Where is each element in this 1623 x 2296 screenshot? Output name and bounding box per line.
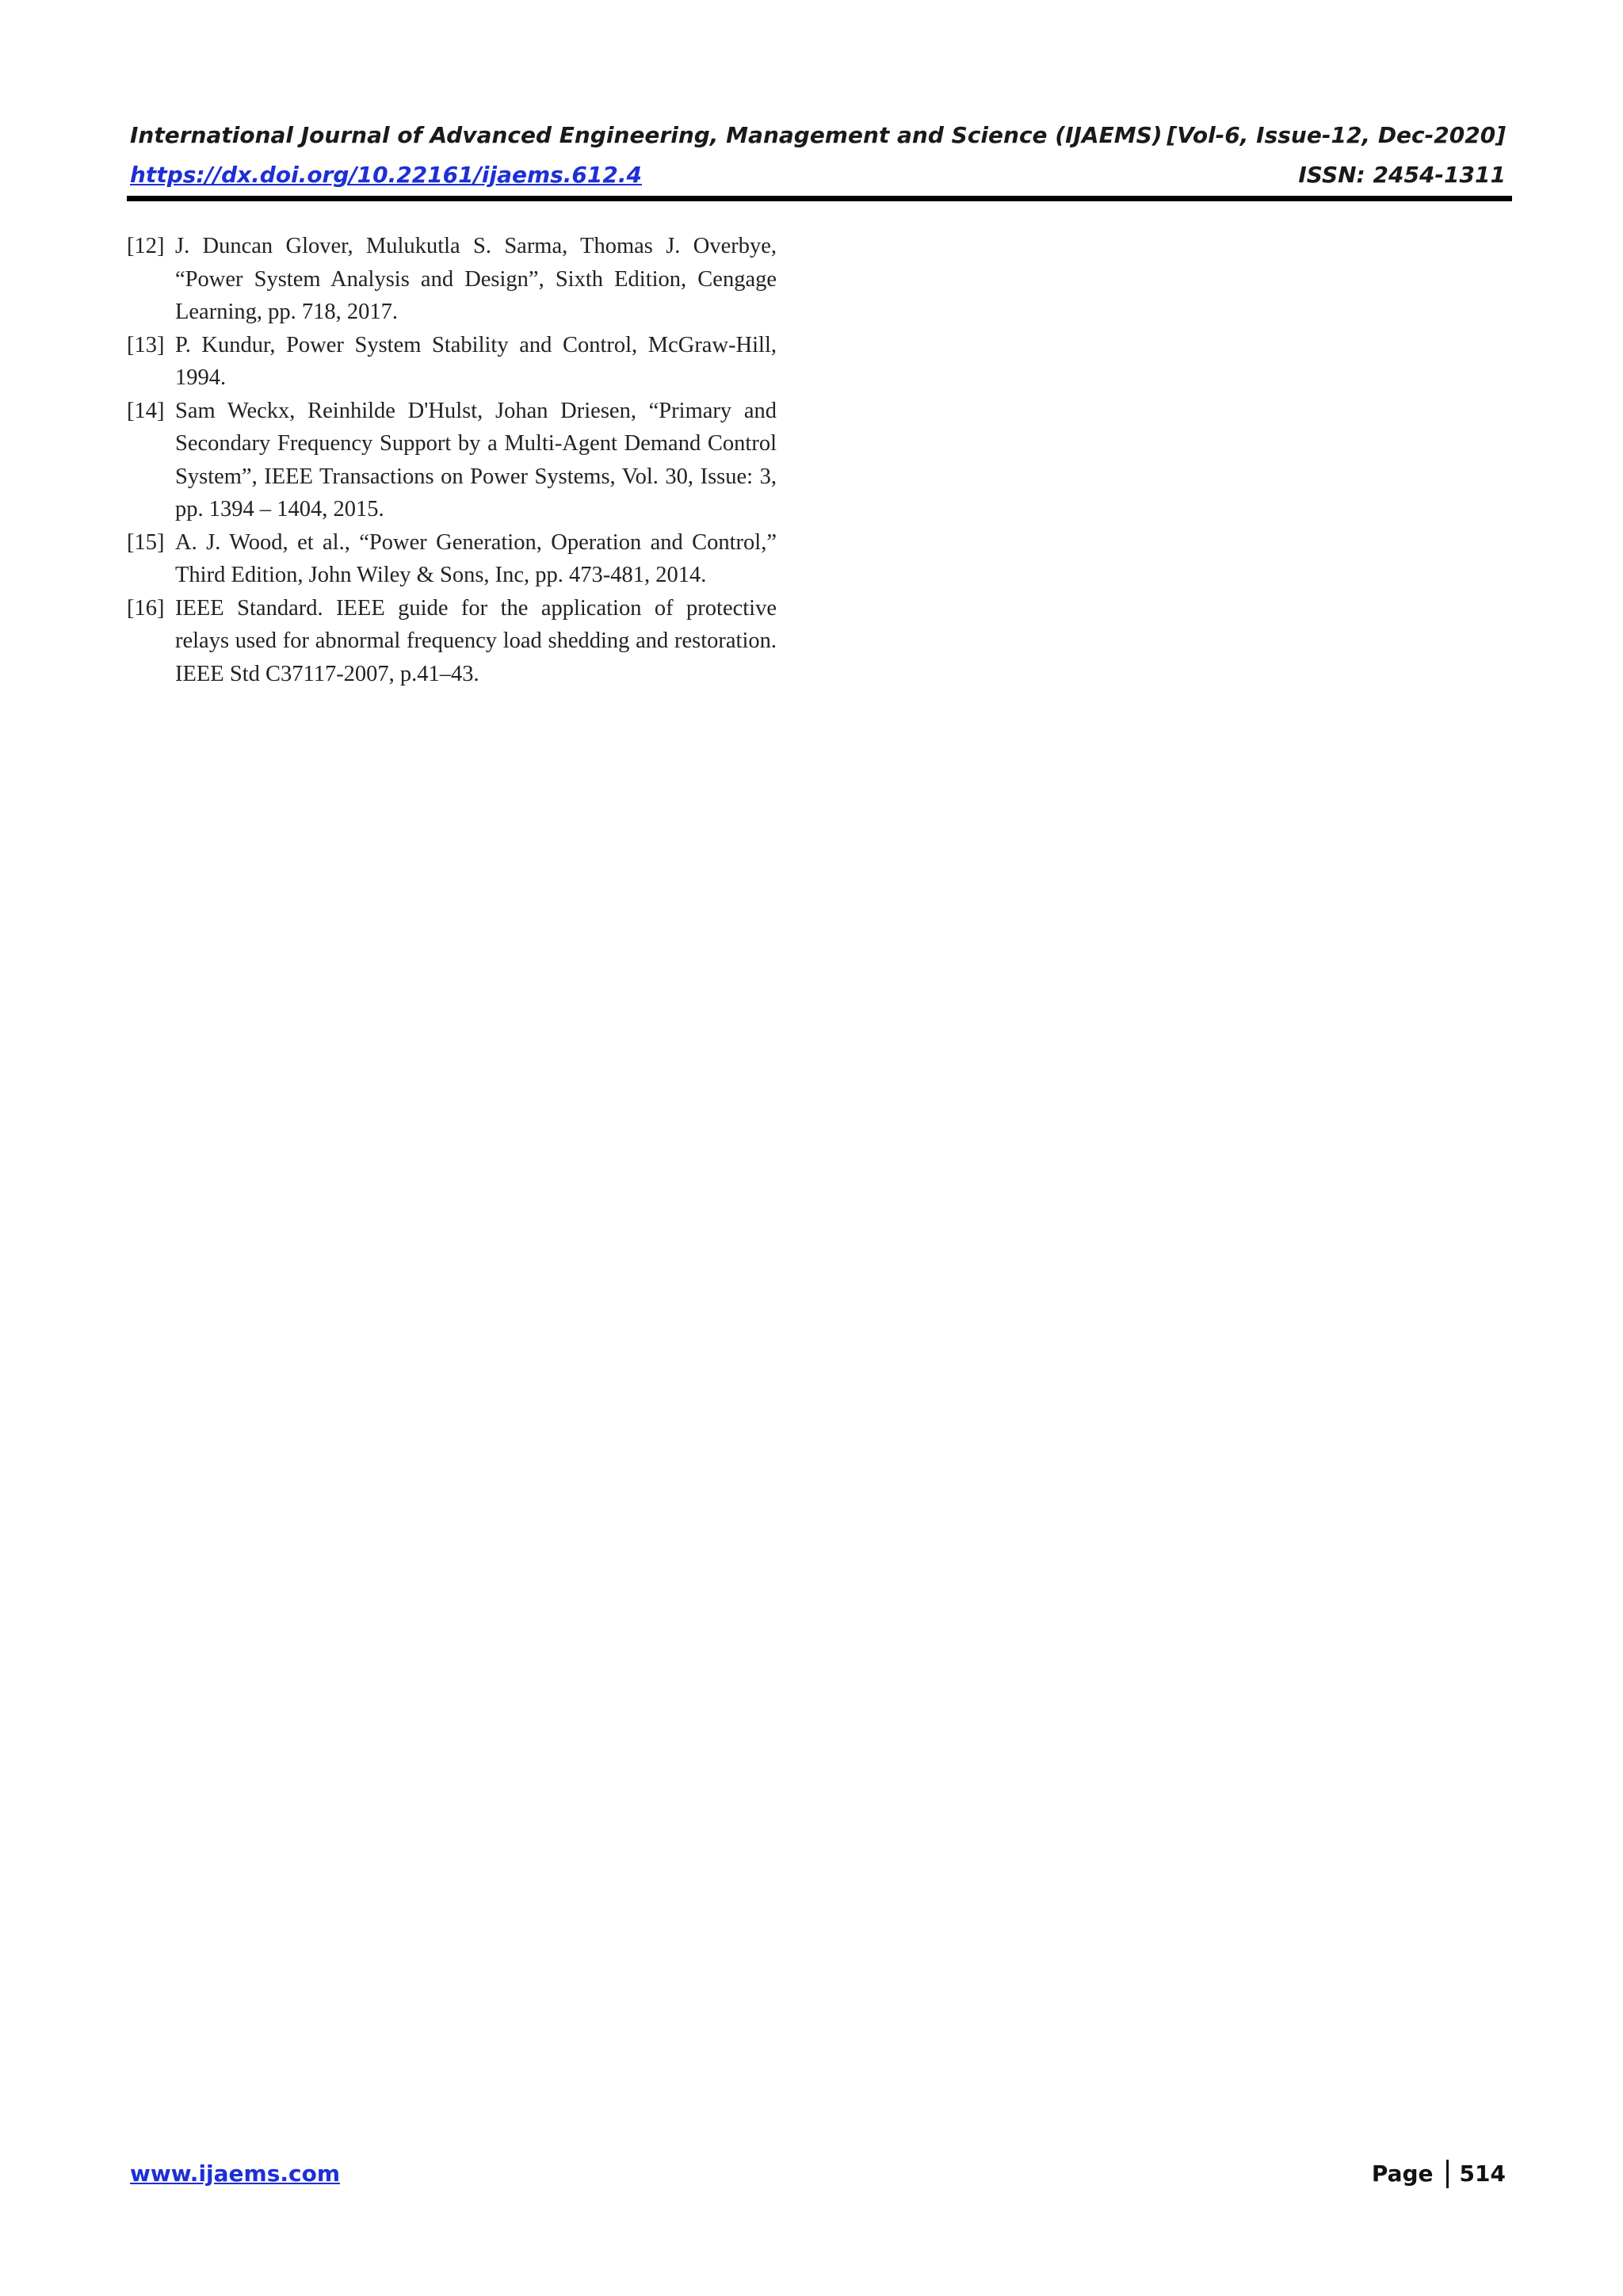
reference-item xyxy=(127,329,777,395)
page-label: Page xyxy=(1371,2160,1434,2187)
reference-number: [16] xyxy=(127,595,165,621)
reference-number: [13] xyxy=(127,332,165,357)
reference-text: Sam Weckx, Reinhilde D'Hulst, Johan Driesen, “Primary and Secondary Frequency Support by a Multi-Agent Demand Control System”, IEEE Transactions on Power Systems, Vol. 30, Issue: 3, pp. 1394 – 1404, 2015. xyxy=(175,398,777,521)
page-indicator xyxy=(1372,2154,1506,2194)
header-row-bottom xyxy=(130,155,1506,195)
doi-link[interactable]: https://dx.doi.org/10.22161/ijaems.612.4 xyxy=(130,162,642,188)
issn: ISSN: 2454-1311 xyxy=(1298,162,1506,188)
website-link[interactable]: www.ijaems.com xyxy=(130,2160,341,2187)
reference-item xyxy=(127,526,777,592)
reference-list xyxy=(127,230,777,690)
reference-number: [12] xyxy=(127,234,165,258)
reference-text: J. Duncan Glover, Mulukutla S. Sarma, Thomas J. Overbye, “Power System Analysis and Design”, Sixth Edition, Cengage Learning, pp. 718, 2017. xyxy=(175,234,777,324)
header-row-top xyxy=(130,116,1506,155)
reference-number: [14] xyxy=(127,398,165,423)
reference-item xyxy=(127,230,777,329)
reference-item xyxy=(127,395,777,526)
reference-text: A. J. Wood, et al., “Power Generation, Operation and Control,” Third Edition, John Wiley & Sons, Inc, pp. 473-481, 2014. xyxy=(175,529,777,587)
reference-item xyxy=(127,592,777,691)
page-separator xyxy=(1446,2160,1449,2188)
journal-title: International Journal of Advanced Engineering, Management and Science (IJAEMS) xyxy=(130,122,1163,148)
page-footer xyxy=(130,2154,1506,2194)
reference-text: IEEE Standard. IEEE guide for the application of protective relays used for abnormal frequency load shedding and restoration. IEEE Std C37117-2007, p.41–43. xyxy=(175,595,777,686)
running-header xyxy=(130,116,1506,195)
reference-text: P. Kundur, Power System Stability and Control, McGraw-Hill, 1994. xyxy=(175,332,777,390)
reference-number: [15] xyxy=(127,529,165,555)
page-number: 514 xyxy=(1459,2160,1506,2187)
volume-issue: [Vol-6, Issue-12, Dec-2020] xyxy=(1167,122,1506,148)
header-rule xyxy=(127,196,1512,201)
